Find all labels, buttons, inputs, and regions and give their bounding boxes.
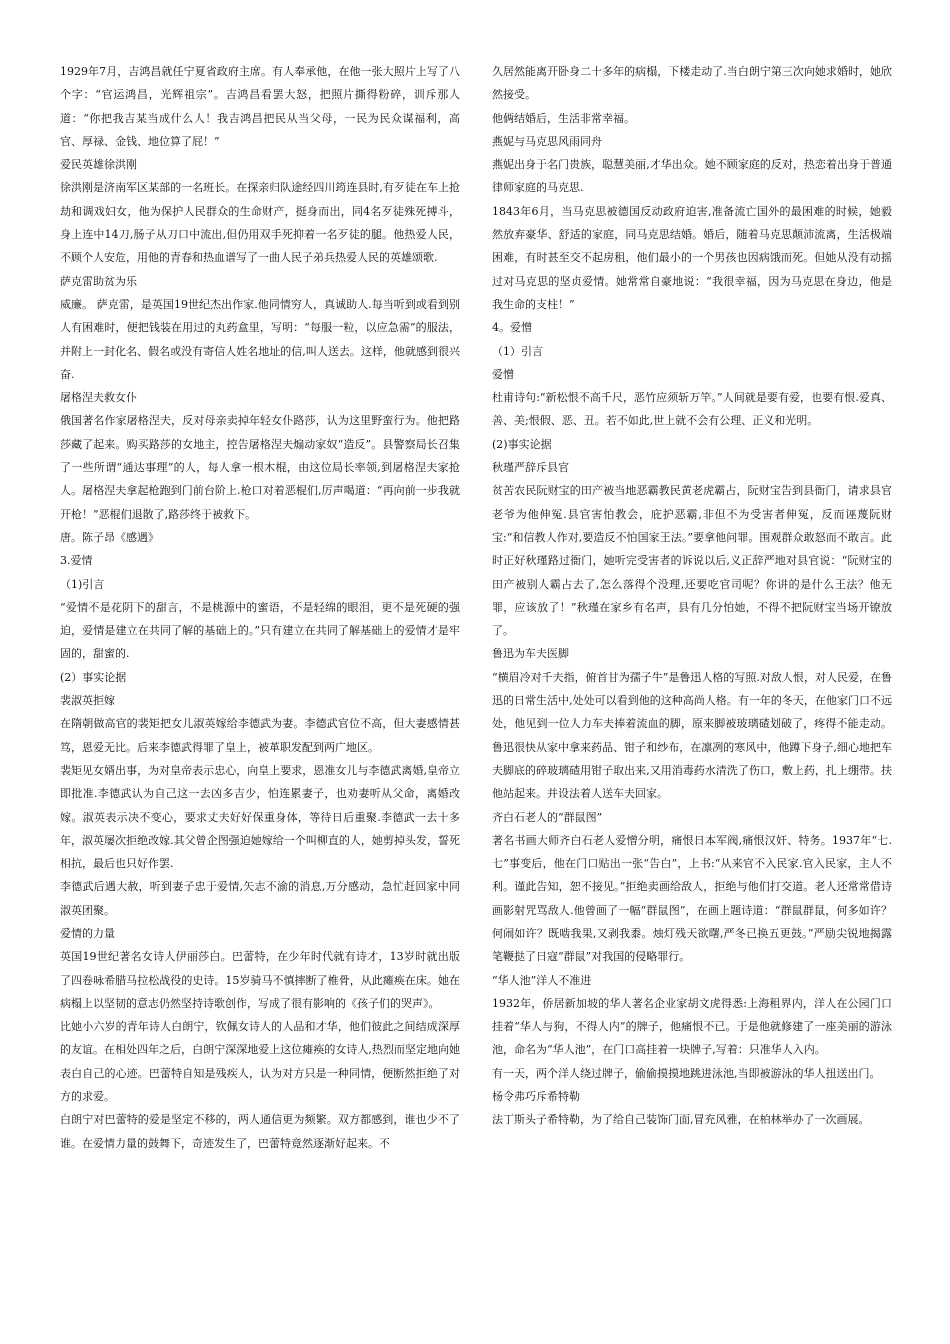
- paragraph: 徐洪刚是济南军区某部的一名班长。在探亲归队途经四川筠连县时,有歹徒在车上抢劫和调戏妇女，他为保护人民群众的生命财产，挺身而出，同4名歹徒殊死搏斗，身上连中14刀,肠子从刀口中流出,但仍用双手死抑着一名歹徒的腿。他热爱人民，不顾个人安危，用他的青春和热血谱写了一曲人民子弟兵热爱人民的英雄颂歌.: [60, 181, 460, 265]
- paragraph: 著名书画大师齐白石老人爱憎分明，痛恨日本军阀,痛恨汉奸、特务。1937年“七.七”事变后，他在门口贴出一张“告白”，上书:“从来官不入民家.官入民家，主人不利。谨此告知，恕不接见。”拒绝卖画给敌人，拒绝与他们打交道。老人还常常借诗画影射咒骂敌人.他曾画了一幅“群鼠图”，在画上题诗道：“群鼠群鼠，何多如许？何闹如许？既啮我果,又剥我黍。烛灯残天欲曙,严冬已换五更鼓。”严励尖锐地揭露笔鞭挞了日寇“群鼠”对我国的侵略罪行。: [492, 833, 892, 964]
- paragraph: 萨克雷助贫为乐: [60, 274, 137, 288]
- right-column: [492, 60, 892, 1132]
- paragraph: 爱民英雄徐洪刚: [60, 158, 137, 172]
- paragraph: 爱憎: [492, 367, 514, 381]
- paragraph: 杜甫诗句:“新松恨不高千尺，恶竹应须斩万竿。”人间就是要有爱，也要有恨.爱真、善、美;恨假、恶、丑。若不如此,世上就不会有公理、正义和光明。: [492, 391, 892, 428]
- paragraph: 白朗宁对巴蕾特的爱是坚定不移的，两人通信更为频繁。双方都感到，谁也少不了谁。在爱情力量的鼓舞下，奇迹发生了，巴蕾特竟然逐渐好起来。不: [60, 1113, 460, 1150]
- paragraph: (2）事实论据: [60, 670, 127, 684]
- paragraph: “华人池”洋人不准进: [492, 973, 592, 987]
- paragraph: 威廉。 萨克雷，是英国19世纪杰出作家.他同情穷人，真诚助人.每当听到或看到别人有困难时，便把钱装在用过的丸药盒里，写明：“每服一粒，以应急需”的服法，并附上一封化名、假名或没有寄信人姓名地址的信,叫人送去。这样，他就感到很兴奋.: [60, 297, 460, 381]
- paragraph: 燕妮与马克思风雨同舟: [492, 134, 602, 148]
- paragraph: (2)事实论据: [492, 437, 552, 451]
- paragraph: 4。爱憎: [492, 321, 532, 335]
- paragraph: 齐白石老人的“群鼠图”: [492, 810, 603, 824]
- paragraph: “爱情不是花阴下的甜言，不是桃源中的蜜语，不是轻绵的眼泪，更不是死硬的强迫，爱情是建立在共同了解的基础上的。”只有建立在共同了解基础上的爱情才是牢固的，甜蜜的.: [60, 600, 460, 661]
- paragraph: 他俩结婚后，生活非常幸福。: [492, 111, 635, 125]
- paragraph: 秋瑾严辞斥县官: [492, 461, 569, 475]
- paragraph: “横眉冷对千夫指，俯首甘为孺子牛”是鲁迅人格的写照.对敌人恨，对人民爱，在鲁迅的日常生活中,处处可以看到他的这种高尚人格。有一年的冬天，在他家门口不远处，他见到一位人力车夫捧着流血的脚，原来脚被玻璃碴划破了，疼得不能走动。鲁迅很快从家中拿来药品、钳子和纱布，在凛冽的寒风中，他蹲下身子,细心地把车夫脚底的碎玻璃碴用钳子取出来,又用消毒药水清洗了伤口，敷上药，扎上绷带。扶他站起来。并设法着人送车夫回家。: [492, 670, 892, 801]
- paragraph: 爱情的力量: [60, 926, 115, 940]
- paragraph: 英国19世纪著名女诗人伊丽莎白。巴蕾特，在少年时代就有诗才，13岁时就出版了四卷咏希腊马拉松战役的史诗。15岁骑马不慎摔断了椎骨，从此瘫痪在床。她在病榻上以坚韧的意志仍然坚持诗歌创作，写成了很有影响的《孩子们的哭声》。: [60, 950, 460, 1010]
- paragraph: 屠格涅夫救女仆: [60, 391, 137, 405]
- paragraph: 在隋朝做高官的裴矩把女儿淑英嫁给李德武为妻。李德武官位不高，但大妻感情甚笃，恩爱无比。后来李德武得罪了皇上，被革职发配到两广地区。: [60, 717, 460, 754]
- paragraph: 唐。陈子昂《感遇》: [60, 530, 159, 544]
- paragraph: 久居然能离开卧身二十多年的病榻，下楼走动了.当白朗宁第三次向她求婚时，她欣然接受。: [492, 65, 892, 102]
- paragraph: （1)引言: [60, 577, 105, 591]
- paragraph: 法丁斯头子希特勒，为了给自己装饰门面,冒充风雅，在柏林举办了一次画展。: [492, 1113, 870, 1127]
- paragraph: 杨令弗巧斥希特勒: [492, 1090, 580, 1104]
- paragraph: 贫苦农民阮财宝的田产被当地恶霸教民黄老虎霸占，阮财宝告到县衙门，请求县官老爷为他伸冤.县官害怕教会，庇护恶霸,非但不为受害者伸冤，反而诬蔑阮财宝:“和信教人作对,要造反不怕国家王法。”要拿他问罪。围观群众敢怒而不敢言。此时正好秋瑾路过衙门，她听完受害者的诉说以后,义正辞严地对县官说：“阮财宝的田产被别人霸占去了,怎么落得个没理,还要吃官司呢？你讲的是什么王法？他无罪，应该放了！”秋瑾在家乡有名声，县有几分怕她，不得不把阮财宝当场开镣放了。: [492, 484, 892, 638]
- paragraph: 比她小六岁的青年诗人白朗宁，钦佩女诗人的人品和才华，他们彼此之间结成深厚的友谊。在相处四年之后，白朗宁深深地爱上这位瘫痪的女诗人,热烈而坚定地向她表白自己的心迹。巴蕾特自知是残疾人，认为对方只是一种同情，便断然拒绝了对方的求爱。: [60, 1020, 460, 1104]
- paragraph: 有一天，两个洋人绕过牌子，偷偷摸摸地跳进泳池,当即被游泳的华人扭送出门。: [492, 1066, 881, 1080]
- paragraph: 李德武后遇大赦，听到妻子忠于爱情,矢志不渝的消息,万分感动，急忙赶回家中同淑英团聚。: [60, 880, 460, 917]
- paragraph: 1843年6月，当马克思被德国反动政府迫害,准备流亡国外的最困难的时候，她毅然放弃豪华、舒适的家庭，同马克思结婚。婚后，随着马克思颠沛流离，生活极端困难，有时甚至交不起房租，他们最小的一个男孩也因病饿而死。但她从没有动摇过对马克思的坚贞爱情。她常常自豪地说：“我很幸福，因为马克思在身边，他是我生命的支柱！”: [492, 204, 892, 311]
- paragraph: 鲁迅为车夫医脚: [492, 647, 569, 661]
- paragraph: （1）引言: [492, 344, 543, 358]
- paragraph: 1932年，侨居新加坡的华人著名企业家胡文虎得悉:上海租界内，洋人在公园门口挂着“华人与狗，不得人内”的牌子，他痛恨不已。于是他就修建了一座美丽的游泳池，命名为“华人池”，在门口高挂着一块牌子,写着：只准华人入内。: [492, 996, 892, 1057]
- paragraph: 燕妮出身于名门贵族，聪慧美丽,才华出众。她不顾家庭的反对，热恋着出身于普通律师家庭的马克思.: [492, 158, 892, 195]
- paragraph: 裴矩见女婿出事，为对皇帝表示忠心，向皇上要求，恩准女儿与李德武离婚,皇帝立即批准.李德武认为自己这一去凶多吉少，怕连累妻子，也劝妻听从父命，离婚改嫁。淑英表示决不变心，要求丈夫好好保重身体，等待日后重聚.李德武一去十多年，淑英屡次拒绝改嫁.其父曾企图强迫她嫁给一个叫柳直的人，她剪掉头发，誓死相抗，最后也只好作罢.: [60, 763, 460, 871]
- paragraph: 俄国著名作家屠格涅夫，反对母亲卖掉年轻女仆路莎，认为这里野蛮行为。他把路莎藏了起来。购买路莎的女地主，控告屠格涅夫煽动家奴“造反”。县警察局长召集了一些所谓“通达事理”的人，每人拿一根木棍，由这位局长率领,到屠格涅夫家抢人。屠格涅夫拿起枪跑到门前台阶上.枪口对着恶棍们,厉声喝道：“再向前一步我就开枪！”恶棍们退散了,路莎终于被救下。: [60, 414, 460, 521]
- left-column: [60, 60, 460, 1155]
- paragraph: 裴淑英拒嫁: [60, 694, 115, 708]
- paragraph: 3.爱情: [60, 554, 93, 568]
- paragraph: 1929年7月，吉鸿昌就任宁夏省政府主席。有人奉承他，在他一张大照片上写了八个字：“官运鸿昌，光辉祖宗”。吉鸿昌看罢大怒，把照片撕得粉碎，训斥那人道：“你把我吉某当成什么人！我吉鸿昌把民从当父母，一民为民众谋福利，高官、厚禄、金钱、地位算了屁！”: [60, 65, 460, 148]
